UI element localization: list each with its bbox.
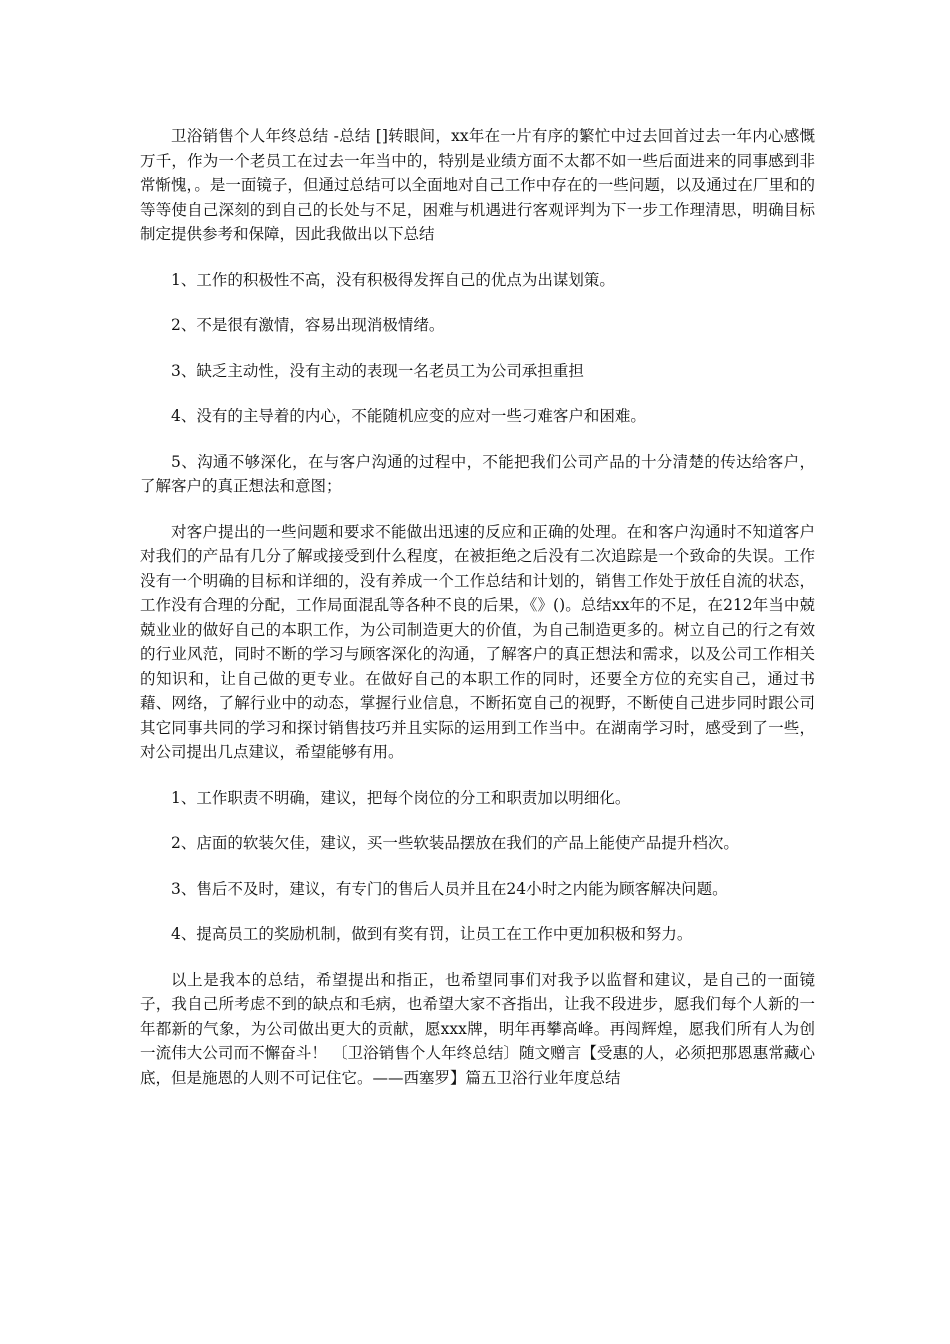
closing-paragraph: 以上是我本的总结，希望提出和指正，也希望同事们对我予以监督和建议，是自己的一面镜子，我自己所考虑不到的缺点和毛病，也希望大家不吝指出，让我不段进步，愿我们每个人新的一年都新的气象，为公司做出更大的贡献，愿xxx牌，明年再攀高峰。再闯辉煌，愿我们所有人为创一流伟大公司而不懈奋斗！ 〔卫浴销售个人年终总结〕随文赠言【受惠的人，必须把那恩惠常藏心底，但是施恩的人则不可记住它。——西塞罗】篇五卫浴行业年度总结 xyxy=(140,970,815,1087)
shortcoming-item-4: 4、没有的主导着的内心，不能随机应变的应对一些刁难客户和困难。 xyxy=(171,407,646,425)
suggestion-item-3: 3、售后不及时，建议，有专门的售后人员并且在24小时之内能为顾客解决问题。 xyxy=(171,879,728,898)
suggestion-item-2: 2、店面的软装欠佳，建议，买一些软装品摆放在我们的产品上能使产品提升档次。 xyxy=(171,834,739,852)
intro-paragraph: 卫浴销售个人年终总结 -总结 []转眼间，xx年在一片有序的繁忙中过去回首过去一年内心感慨万千，作为一个老员工在过去一年当中的，特别是业绩方面不太都不如一些后面进来的同事感到非常惭愧，。是一面镜子，但通过总结可以全面地对自己工作中存在的一些问题，以及通过在厂里和的等等使自己深刻的到自己的长处与不足，困难与机遇进行客观评判为下一步工作理清思，明确目标制定提供参考和保障，因此我做出以下总结 xyxy=(140,127,815,243)
suggestion-item-4: 4、提高员工的奖励机制，做到有奖有罚，让员工在工作中更加积极和努力。 xyxy=(171,925,693,943)
shortcoming-item-3: 3、缺乏主动性，没有主动的表现一名老员工为公司承担重担 xyxy=(171,361,584,380)
suggestion-item-1: 1、工作职责不明确，建议，把每个岗位的分工和职责加以明细化。 xyxy=(171,788,631,807)
document-body xyxy=(140,124,815,1111)
shortcoming-item-5: 5、沟通不够深化，在与客户沟通的过程中，不能把我们公司产品的十分清楚的传达给客户，了解客户的真正想法和意图； xyxy=(140,452,815,495)
shortcoming-item-2: 2、不是很有激情，容易出现消极情绪。 xyxy=(171,316,445,334)
analysis-paragraph: 对客户提出的一些问题和要求不能做出迅速的反应和正确的处理。在和客户沟通时不知道客户对我们的产品有几分了解或接受到什么程度，在被拒绝之后没有二次追踪是一个致命的失误。工作没有一个明确的目标和详细的，没有养成一个工作总结和计划的，销售工作处于放任自流的状态，工作没有合理的分配，工作局面混乱等各种不良的后果，《》()。总结xx年的不足，在212年当中兢兢业业的做好自己的本职工作，为公司制造更大的价值，为自己制造更多的。树立自己的行之有效的行业风范，同时不断的学习与顾客深化的沟通，了解客户的真正想法和需求，以及公司工作相关的知识和，让自己做的更专业。在做好自己的本职工作的同时，还要全方位的充实自己，通过书藉、网络，了解行业中的动态，掌握行业信息，不断拓宽自己的视野，不断使自己进步同时跟公司其它同事共同的学习和探讨销售技巧并且实际的运用到工作当中。在湖南学习时，感受到了一些，对公司提出几点建议，希望能够有用。 xyxy=(140,522,815,761)
shortcoming-item-1: 1、工作的积极性不高，没有积极得发挥自己的优点为出谋划策。 xyxy=(171,270,615,289)
